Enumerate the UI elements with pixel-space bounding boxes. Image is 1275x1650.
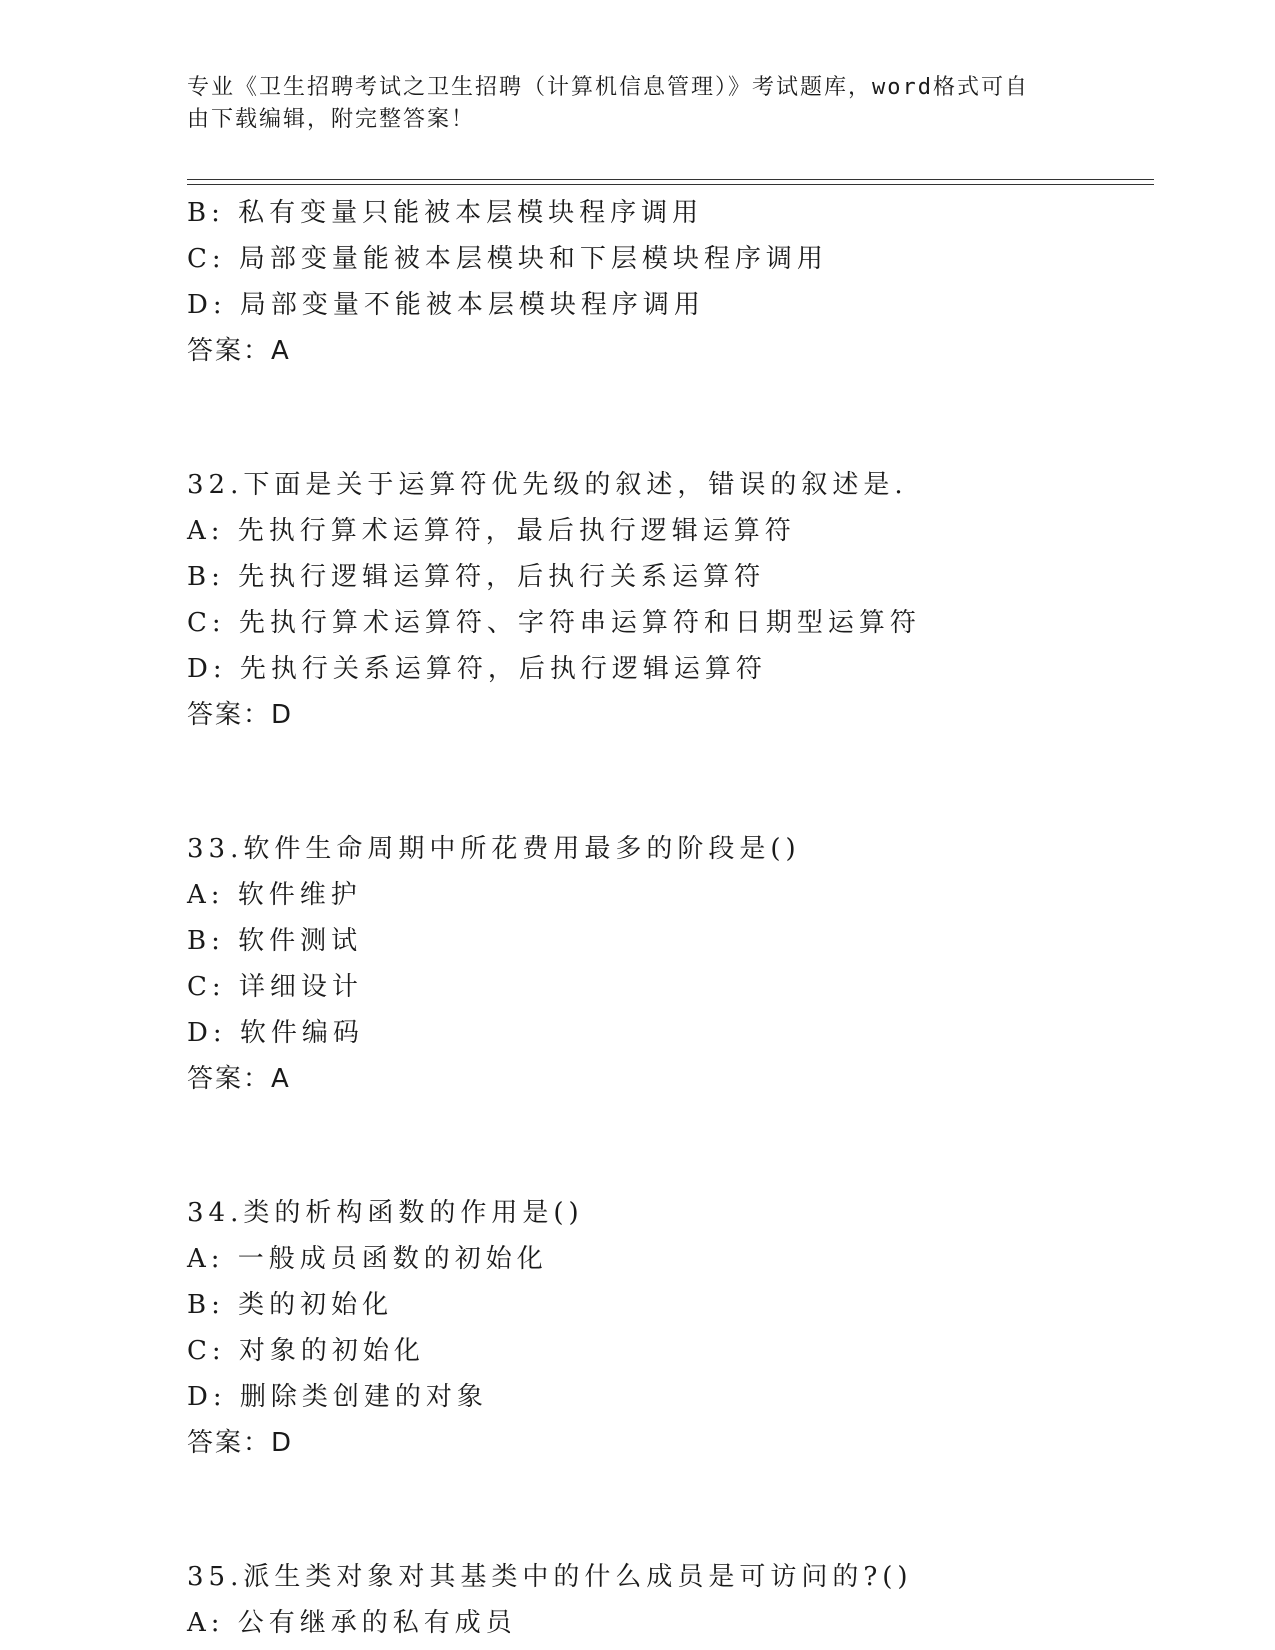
answer-label: 答案：A <box>187 336 291 366</box>
question-block-35 <box>187 1554 1147 1646</box>
question-text: 33.软件生命周期中所花费用最多的阶段是() <box>187 834 801 864</box>
option-d: D: 删除类创建的对象 <box>187 1382 488 1412</box>
document-header <box>187 72 1067 136</box>
question-list <box>187 190 1147 1646</box>
option-d: D: 软件编码 <box>187 1018 364 1048</box>
option-d: D: 局部变量不能被本层模块程序调用 <box>187 290 705 320</box>
option-b: B: 私有变量只能被本层模块程序调用 <box>187 198 704 228</box>
option-a: A: 先执行算术运算符，最后执行逻辑运算符 <box>187 516 796 546</box>
question-block-33 <box>187 826 1147 1102</box>
question-block-31 <box>187 190 1147 374</box>
answer-label: 答案：D <box>187 700 294 730</box>
spacer <box>187 1466 1147 1554</box>
option-d: D: 先执行关系运算符，后执行逻辑运算符 <box>187 654 767 684</box>
header-divider-bottom <box>187 184 1154 185</box>
option-c: C: 详细设计 <box>187 972 363 1002</box>
option-c: C: 对象的初始化 <box>187 1336 425 1366</box>
option-a: A: 一般成员函数的初始化 <box>187 1244 548 1274</box>
header-divider-top <box>187 179 1154 180</box>
spacer <box>187 1102 1147 1190</box>
question-block-32 <box>187 462 1147 738</box>
option-c: C: 先执行算术运算符、字符串运算符和日期型运算符 <box>187 608 921 638</box>
header-line-2: 由下载编辑，附完整答案！ <box>187 107 476 132</box>
option-c: C: 局部变量能被本层模块和下层模块程序调用 <box>187 244 828 274</box>
option-b: B: 类的初始化 <box>187 1290 394 1320</box>
option-b: B: 软件测试 <box>187 926 363 956</box>
option-a: A: 公有继承的私有成员 <box>187 1608 517 1638</box>
question-block-34 <box>187 1190 1147 1466</box>
question-text: 32.下面是关于运算符优先级的叙述，错误的叙述是. <box>187 470 908 500</box>
answer-label: 答案：A <box>187 1064 291 1094</box>
header-line-1: 专业《卫生招聘考试之卫生招聘（计算机信息管理）》考试题库，word格式可自 <box>187 75 1029 100</box>
question-text: 34.类的析构函数的作用是() <box>187 1198 584 1228</box>
answer-label: 答案：D <box>187 1428 294 1458</box>
option-b: B: 先执行逻辑运算符，后执行关系运算符 <box>187 562 766 592</box>
spacer <box>187 374 1147 462</box>
option-a: A: 软件维护 <box>187 880 362 910</box>
question-text: 35.派生类对象对其基类中的什么成员是可访问的?() <box>187 1562 913 1592</box>
spacer <box>187 738 1147 826</box>
